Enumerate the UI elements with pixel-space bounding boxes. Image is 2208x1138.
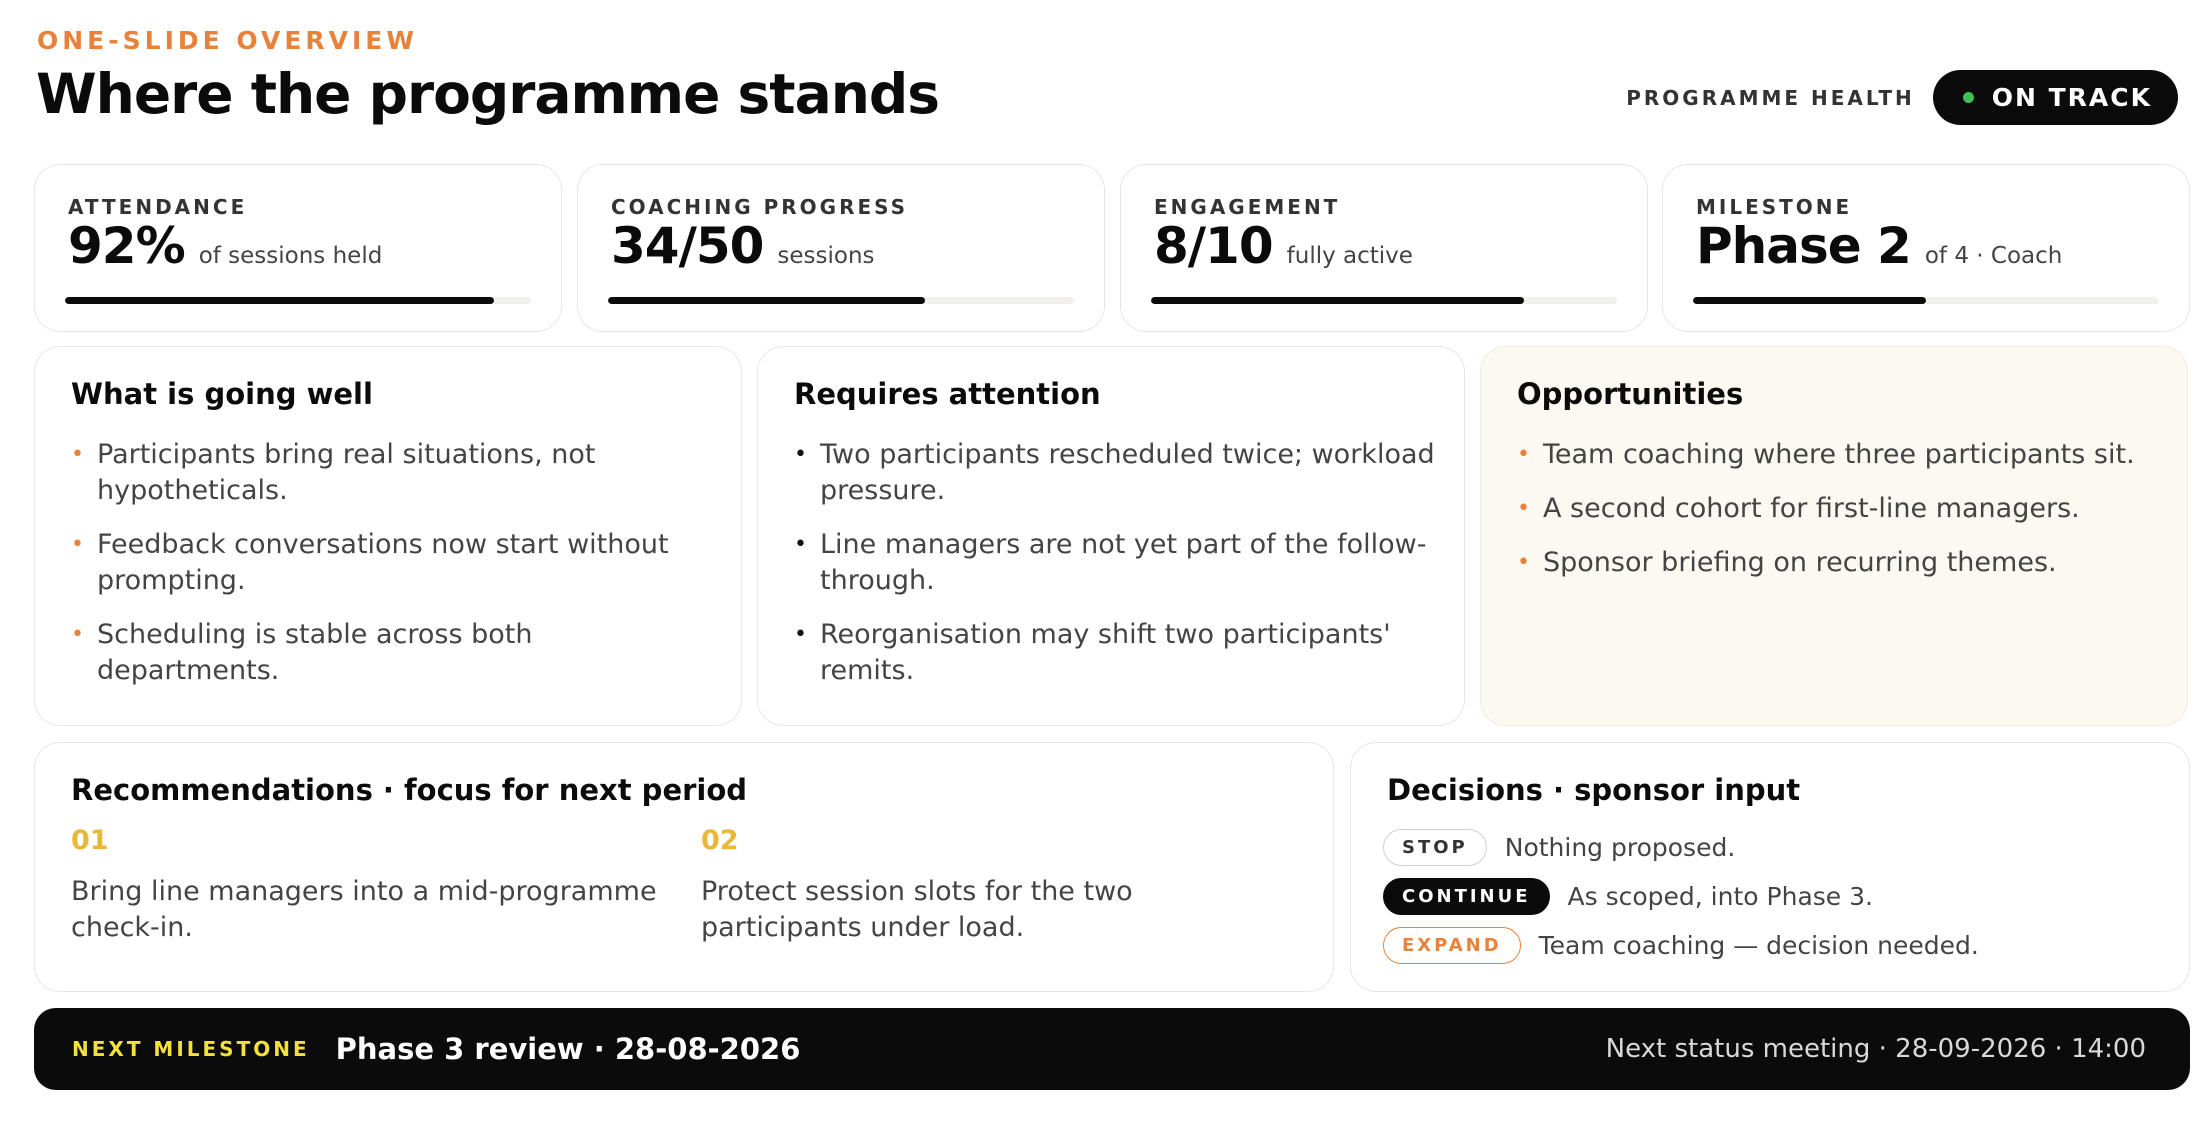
footer-next-meeting: Next status meeting · 28-09-2026 · 14:00 xyxy=(1605,1034,2146,1064)
kpi-value: 8/10 xyxy=(1154,217,1273,275)
page-title: Where the programme stands xyxy=(36,62,939,126)
status-dot-icon xyxy=(1963,92,1974,103)
kpi-progress-fill xyxy=(65,297,494,304)
bullet-icon: • xyxy=(794,532,807,557)
bullet-icon: • xyxy=(71,622,84,647)
kpi-sub: of sessions held xyxy=(198,243,383,269)
recommendation-text: Protect session slots for the two participants under load. xyxy=(701,876,1133,943)
kpi-sub: sessions xyxy=(777,243,875,269)
status-badge-text: ON TRACK xyxy=(1991,83,2152,112)
list-item: • Team coaching where three participants sit. xyxy=(1517,437,2159,473)
kpi-progress-track xyxy=(65,297,531,304)
recommendations-title: Recommendations · focus for next period xyxy=(71,773,748,807)
list-item: • A second cohort for first-line managers. xyxy=(1517,491,2159,527)
decision-text: As scoped, into Phase 3. xyxy=(1567,882,1873,911)
panel-title: Requires attention xyxy=(794,377,1101,411)
bullet-icon: • xyxy=(1517,496,1530,521)
opportunities-list xyxy=(1517,437,2159,599)
kpi-progress-fill xyxy=(608,297,925,304)
kpi-progress-fill xyxy=(1693,297,1926,304)
panel-going-well xyxy=(34,346,742,726)
kpi-sub: of 4 · Coach xyxy=(1924,243,2063,269)
bullet-icon: • xyxy=(1517,550,1530,575)
kpi-card-milestone xyxy=(1662,164,2190,332)
decision-text: Team coaching — decision needed. xyxy=(1538,931,1979,960)
list-item: • Line managers are not yet part of the follow-through. xyxy=(794,529,1427,596)
bullet-icon: • xyxy=(794,622,807,647)
kpi-sub: fully active xyxy=(1286,243,1413,269)
kpi-progress-fill xyxy=(1151,297,1524,304)
kpi-label: COACHING PROGRESS xyxy=(611,195,909,219)
panel-opportunities xyxy=(1480,346,2188,726)
decisions-title: Decisions · sponsor input xyxy=(1387,773,1801,807)
kpi-card-attendance xyxy=(34,164,562,332)
panel-title: Opportunities xyxy=(1517,377,1744,411)
bullet-icon: • xyxy=(1517,442,1530,467)
page-eyebrow: ONE-SLIDE OVERVIEW xyxy=(37,26,418,55)
list-item: • Feedback conversations now start without prompting. xyxy=(71,529,669,596)
going-well-list xyxy=(71,437,713,707)
list-item: • Sponsor briefing on recurring themes. xyxy=(1517,545,2159,581)
recommendation-number: 02 xyxy=(701,825,739,856)
list-item: • Reorganisation may shift two participants' remits. xyxy=(794,619,1391,686)
footer-bar xyxy=(34,1008,2190,1090)
kpi-card-engagement xyxy=(1120,164,1648,332)
bullet-icon: • xyxy=(794,442,807,467)
footer-milestone: Phase 3 review · 28-08-2026 xyxy=(335,1032,801,1066)
list-item: • Participants bring real situations, not hypotheticals. xyxy=(71,439,596,506)
kpi-value: 34/50 xyxy=(611,217,764,275)
decisions-card xyxy=(1350,742,2190,992)
kpi-label: ATTENDANCE xyxy=(68,195,248,219)
attention-list xyxy=(794,437,1436,707)
recommendations-card xyxy=(34,742,1334,992)
bullet-icon: • xyxy=(71,442,84,467)
bullet-icon: • xyxy=(71,532,84,557)
panel-title: What is going well xyxy=(71,377,373,411)
recommendation-item xyxy=(71,825,661,946)
decision-row-stop xyxy=(1383,829,1735,866)
panel-requires-attention xyxy=(757,346,1465,726)
decision-row-continue xyxy=(1383,878,1873,915)
kpi-value: Phase 2 xyxy=(1696,217,1911,275)
status-badge xyxy=(1933,70,2178,125)
kpi-label: ENGAGEMENT xyxy=(1154,195,1341,219)
decision-text: Nothing proposed. xyxy=(1504,833,1736,862)
expand-tag: EXPAND xyxy=(1383,927,1521,964)
kpi-progress-track xyxy=(1151,297,1617,304)
continue-tag: CONTINUE xyxy=(1383,878,1550,915)
recommendation-item xyxy=(701,825,1291,946)
decision-row-expand xyxy=(1383,927,1979,964)
stop-tag: STOP xyxy=(1383,829,1487,866)
kpi-value: 92% xyxy=(68,217,185,275)
health-label: PROGRAMME HEALTH xyxy=(1626,85,1915,110)
kpi-card-coaching-progress xyxy=(577,164,1105,332)
kpi-label: MILESTONE xyxy=(1696,195,1853,219)
list-item: • Two participants rescheduled twice; workload pressure. xyxy=(794,439,1435,506)
recommendation-text: Bring line managers into a mid-programme check-in. xyxy=(71,876,657,943)
recommendation-number: 01 xyxy=(71,825,109,856)
programme-health xyxy=(1626,70,2178,125)
kpi-progress-track xyxy=(1693,297,2159,304)
footer-label: NEXT MILESTONE xyxy=(72,1037,310,1061)
list-item: • Scheduling is stable across both departments. xyxy=(71,619,533,686)
kpi-progress-track xyxy=(608,297,1074,304)
